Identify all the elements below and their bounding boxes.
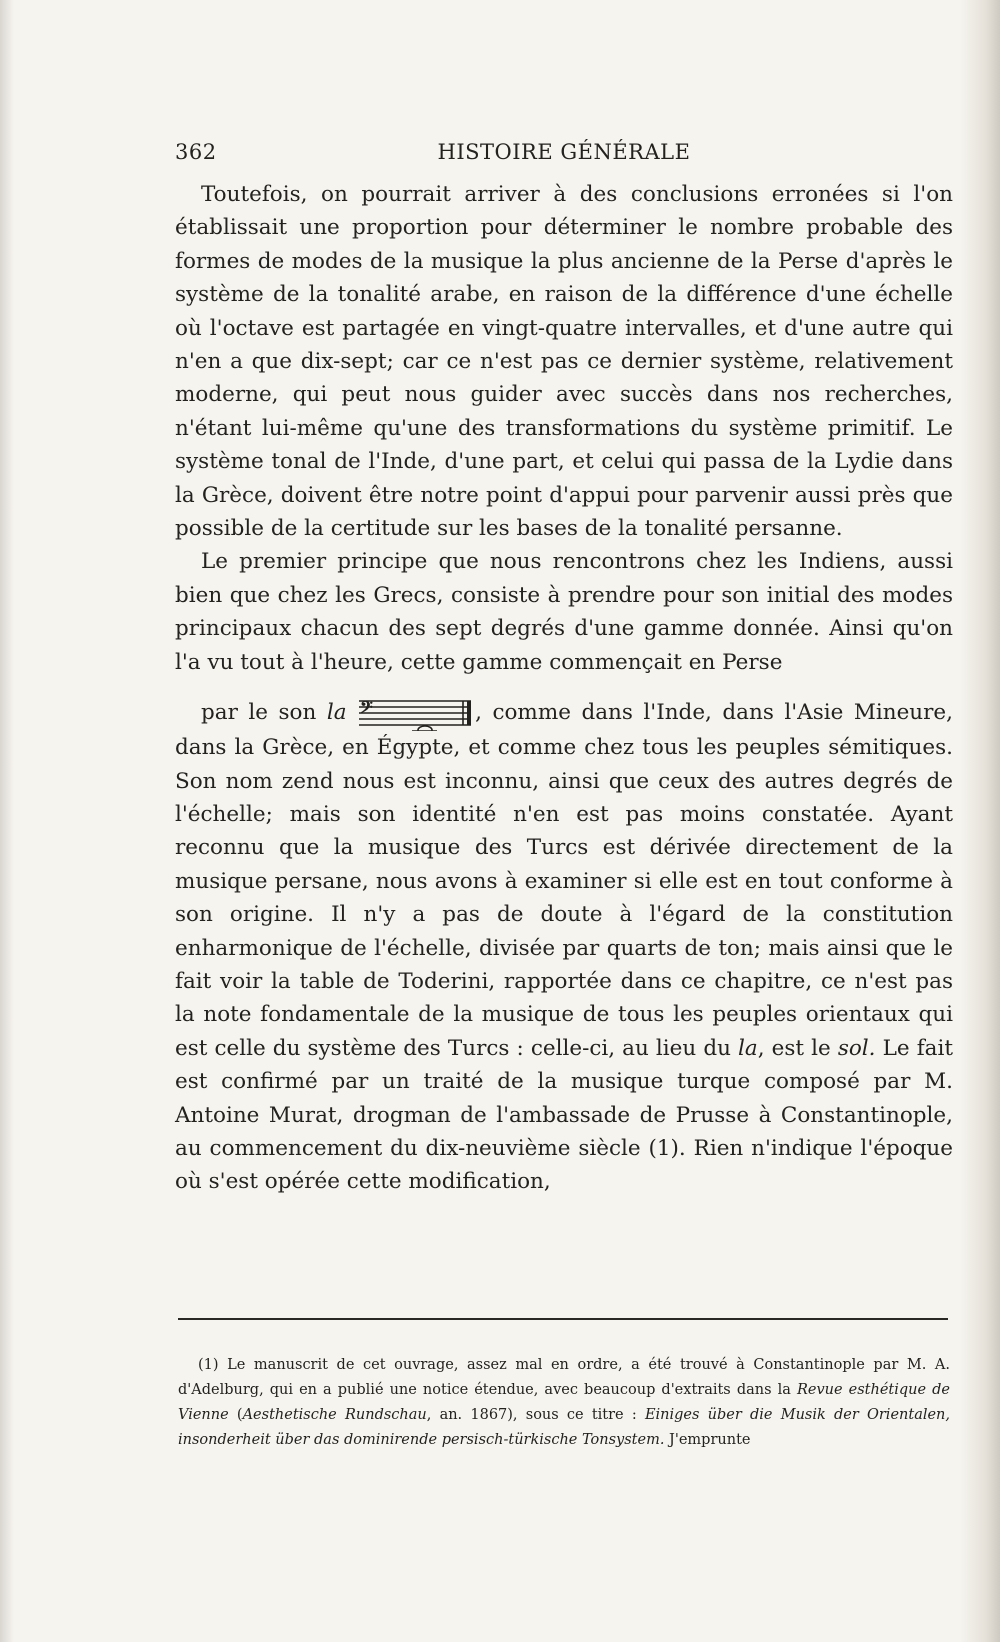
est-le-text: , est le [757, 1035, 838, 1061]
note-prefix: par le son [201, 700, 317, 726]
footnote-text [178, 1353, 950, 1453]
footnote-part-1: (1) Le manuscrit de cet ouvrage, assez mal en ordre, a été trouvé à Constantinople par M. A. d'Adelburg, qui en a publié une notice étendue, avec beaucoup d'extraits dans la [178, 1357, 950, 1398]
page-header [175, 140, 953, 170]
body-text [175, 178, 953, 1215]
svg-text:𝄢: 𝄢 [360, 697, 373, 722]
footnote [178, 1353, 950, 1453]
running-head: HISTOIRE GÉNÉRALE [437, 140, 691, 164]
paragraph-1: Toutefois, on pourrait arriver à des conclusions erronées si l'on établissait une proportion pour déterminer le nombre probable des formes de modes de la musique la plus ancienne de la Perse d'après le système de la tonalité arabe, en raison de la différence d'une échelle où l'octave est partagée en vingt-quatre intervalles, et d'une autre qui n'en a que dix-sept; car ce n'est pas ce dernier système, relativement moderne, qui peut nous guider avec succès dans nos recherches, n'étant lui-même qu'une des transformations du système primitif. Le système tonal de l'Inde, d'une part, et celui qui passa de la Lydie dans la Grèce, doivent être notre point d'appui pour parvenir aussi près que possible de la certitude sur les bases de la tonalité persanne. [175, 182, 953, 542]
footnote-journal-de: Aesthetische Rundschau [242, 1407, 427, 1423]
footnote-rule [178, 1318, 948, 1320]
note-line [175, 695, 953, 1199]
footnote-part-3: J'emprunte [664, 1432, 751, 1448]
footnote-journal: Revue esthétique de Vienne [178, 1382, 950, 1423]
note-name: la [326, 700, 347, 726]
footnote-paren: ( [228, 1407, 243, 1423]
sol-italic: sol. [837, 1035, 876, 1061]
page-number: 362 [175, 140, 217, 164]
paragraph-2 [175, 545, 953, 1198]
paragraph-2-after-note: , comme dans l'Inde, dans l'Asie Mineure, dans la Grèce, en Égypte, et comme chez tous les peuples sémitiques. Son nom zend nous est inconnu, ainsi que ceux des autres degrés de l'échelle; mais son identité n'en est pas moins constatée. Ayant reconnu que la musique des Turcs est dérivée directement de la musique persane, nous avons à examiner si elle est en tout conforme à son origine. Il n'y a pas de doute à l'égard de la constitution enharmonique de l'échelle, divisée par quarts de ton; mais ainsi que le fait voir la table de Toderini, rapportée dans ce chapitre, ce n'est pas la note fondamentale de la musique de tous les peuples orientaux qui est celle du système des Turcs : celle-ci, au lieu du [175, 700, 953, 1061]
paragraph-2-ending: Le fait est confirmé par un traité de la musique turque composé par M. Antoine Murat, drogman de l'ambassade de Prusse à Constantinople, au commencement du dix-neuvième siècle (1). Rien n'indique l'époque où s'est opérée cette modification, [175, 1035, 953, 1195]
la-italic: la [738, 1035, 758, 1061]
footnote-title: Einiges über die Musik der Orientalen, insonderheit über das dominirende persisch-türkische Tonsystem. [178, 1407, 951, 1448]
footnote-part-2: , an. 1867), sous ce titre : [426, 1407, 637, 1423]
music-staff-icon [357, 695, 475, 731]
paragraph-2-text: Le premier principe que nous rencontrons chez les Indiens, aussi bien que chez les Grecs, consiste à prendre pour son initial des modes principaux chacun des sept degrés d'une gamme donnée. Ainsi qu'on l'a vu tout à l'heure, cette gamme commençait en Perse [175, 549, 953, 675]
